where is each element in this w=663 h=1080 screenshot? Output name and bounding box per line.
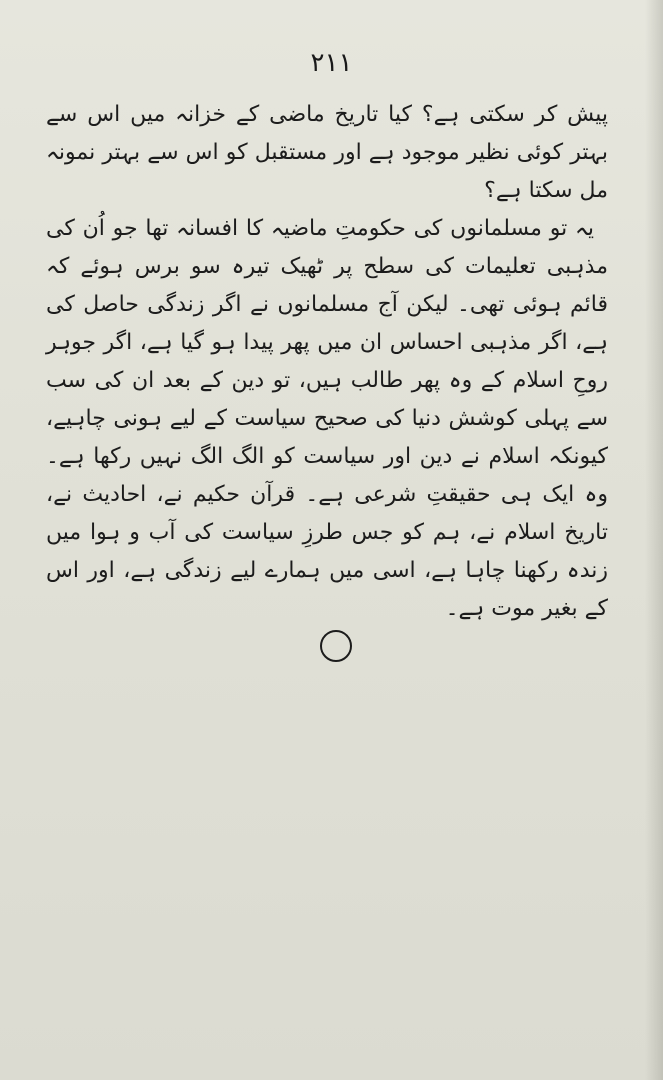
paragraph-1: پیش کر سکتی ہے؟ کیا تاریخ ماضی کے خزانہ میں اس سے بہتر کوئی نظیر موجود ہے اور مستقبل کو اس سے بہتر نمونہ مل سکتا ہے؟ (46, 102, 608, 203)
page-body (46, 96, 608, 628)
paragraph-2: یہ تو مسلمانوں کی حکومتِ ماضیہ کا افسانہ تھا جو اُن کی مذہبی تعلیمات کی سطح پر ٹھیک تیرہ سو برس ہوئے کہ قائم ہوئی تھی۔ لیکن آج مسلمانوں نے اگر زندگی حاصل کی ہے، اگر مذہبی احساس ان میں پھر پیدا ہو گیا ہے، اگر جوہر روحِ اسلام کے وہ پھر طالب ہیں، تو دین کے بعد ان کی سب سے پہلی کوشش دنیا کی صحیح سیاست کے لیے ہونی چاہیے، کیونکہ اسلام نے دین اور سیاست کو الگ الگ نہیں رکھا ہے۔ وہ ایک ہی حقیقتِ شرعی ہے۔ قرآن حکیم نے، احادیث نے، تاریخ اسلام نے، ہم کو جس طرزِ سیاست کی آب و ہوا میں زندہ رکھنا چاہا ہے، اسی میں ہمارے لیے زندگی ہے، اور اس کے بغیر موت ہے۔ (46, 216, 608, 621)
page-number: ۲۱۱ (310, 48, 353, 78)
section-end-circle-icon (320, 630, 352, 662)
